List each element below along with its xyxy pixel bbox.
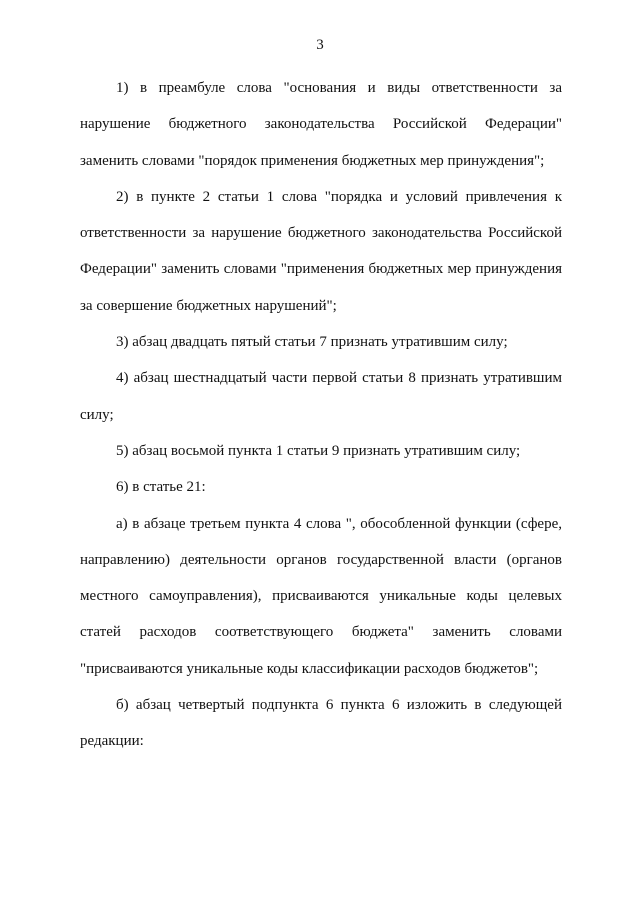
- page-number: 3: [316, 37, 324, 53]
- document-body: [80, 70, 562, 760]
- paragraph-item-5: 5) абзац восьмой пункта 1 статьи 9 признать утратившим силу;: [116, 442, 521, 459]
- paragraph-item-6: 6) в статье 21:: [116, 479, 206, 496]
- paragraph-subitem-b: б) абзац четвертый подпункта 6 пункта 6 изложить в следующей редакции:: [80, 697, 562, 750]
- paragraph-subitem-a: а) в абзаце третьем пункта 4 слова ", обособленной функции (сфере, направлению) деятельности органов государственной власти (органов местного самоуправления), присваиваются уникальные коды целевых статей расходов соответствующего бюджета" заменить словами "присваиваются уникальные коды классификации расходов бюджетов";: [80, 515, 562, 677]
- paragraph-item-3: 3) абзац двадцать пятый статьи 7 признать утратившим силу;: [116, 334, 508, 351]
- paragraph-item-4: 4) абзац шестнадцатый части первой статьи 8 признать утратившим силу;: [80, 370, 562, 423]
- paragraph-item-2: 2) в пункте 2 статьи 1 слова "порядка и условий привлечения к ответственности за нарушение бюджетного законодательства Российской Федерации" заменить словами "применения бюджетных мер принуждения за совершение бюджетных нарушений";: [80, 188, 562, 314]
- paragraph-item-1: 1) в преамбуле слова "основания и виды ответственности за нарушение бюджетного законодательства Российской Федерации" заменить словами "порядок применения бюджетных мер принуждения";: [80, 80, 562, 169]
